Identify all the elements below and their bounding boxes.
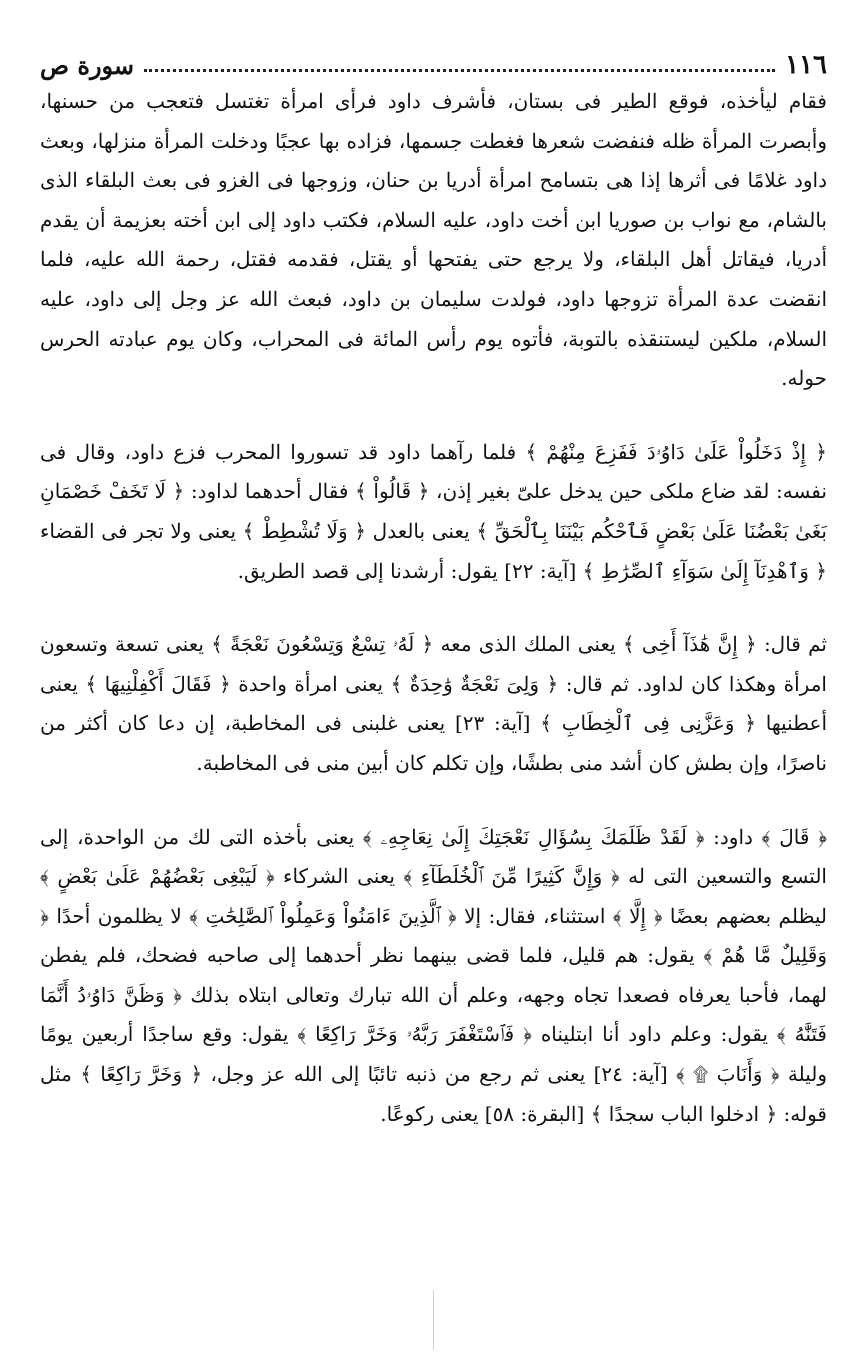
paragraph-1: فقام ليأخذه، فوقع الطير فى بستان، فأشرف داود فرأى امرأة تغتسل فتعجب من حسنها، وأبصرت المرأة ظله فنفضت شعرها فغطت جسمها، فزاده بها عجبًا ودخلت المرأة منزلها، وبعث داود غلامًا فى أثرها إذا هى بتسامح امرأة أدريا بن حنان، وزوجها فى الغزو فى بعث البلقاء الذى بالشام، مع نواب بن صوريا ابن أخت داود، عليه السلام، فكتب داود إلى ابن أخته بعزيمة أن يقدم أدريا، فيقاتل أهل البلقاء، ولا يرجع حتى يفتحها أو يقتل، فقدمه فقتل، رحمة الله عليه، فلما انقضت عدة المرأة تزوجها داود، فولدت سليمان بن داود، فبعث الله عز وجل إلى داود، عليه السلام، ملكين ليستنقذه بالتوبة، فأتوه يوم رأس المائة فى المحراب، وكان يوم عبادته الحرس حوله. [40, 89, 827, 391]
surah-title: سورة ص [40, 51, 135, 80]
paragraph-gap [40, 784, 827, 818]
page-gutter-line [433, 1290, 434, 1350]
paragraph-gap [40, 399, 827, 433]
header-dotted-leader [144, 69, 775, 72]
page-number: ١١٦ [785, 50, 827, 80]
paragraph-4: ﴿ قَالَ ﴾ داود: ﴿ لَقَدْ ظَلَمَكَ بِسُؤَالِ نَعْجَتِكَ إِلَىٰ نِعَاجِهِۦ ﴾ يعنى بأخذه التى لك من الواحدة، إلى التسع والتسعين التى له ﴿ وَإِنَّ كَثِيرًا مِّنَ ٱلْخُلَطَآءِ ﴾ يعنى الشركاء ﴿ لَيَبْغِى بَعْضُهُمْ عَلَىٰ بَعْضٍ ﴾ ليظلم بعضهم بعضًا ﴿ إِلَّا ﴾ استثناء، فقال: إلا ﴿ ٱلَّذِينَ ءَامَنُواْ وَعَمِلُواْ ٱلصَّٰلِحَٰتِ ﴾ لا يظلمون أحدًا ﴿ وَقَلِيلٌ مَّا هُمْ ﴾ يقول: هم قليل، فلما قضى بينهما نظر أحدهما إلى صاحبه فضحك، فلم يفطن لهما، فأحبا يعرفاه فصعدا تجاه وجهه، وعلم أن الله تبارك وتعالى ابتلاه بذلك ﴿ وَظَنَّ دَاوُۥدُ أَنَّمَا فَتَنَّٰهُ ﴾ يقول: وعلم داود أنا ابتليناه ﴿ فَٱسْتَغْفَرَ رَبَّهُۥ وَخَرَّ رَاكِعًا ﴾ يقول: وقع ساجدًا أربعين يومًا وليلة ﴿ وَأَنَابَ ۩ ﴾ [آية: ٢٤] يعنى ثم رجع من ذنبه تائبًا إلى الله عز وجل، ﴿ وَخَرَّ رَاكِعًا ﴾ مثل قوله: ﴿ ادخلوا الباب سجدًا ﴾ [البقرة: ٥٨] يعنى ركوعًا. [40, 824, 827, 1126]
paragraph-3: ثم قال: ﴿ إِنَّ هَٰذَآ أَخِى ﴾ يعنى الملك الذى معه ﴿ لَهُۥ تِسْعٌ وَتِسْعُونَ نَعْجَةً ﴾ يعنى تسعة وتسعون امرأة وهكذا كان لداود. ثم قال: ﴿ وَلِىَ نَعْجَةٌ وَٰحِدَةٌ ﴾ يعنى امرأة واحدة ﴿ فَقَالَ أَكْفِلْنِيهَا ﴾ يعنى أعطنيها ﴿ وَعَزَّنِى فِى ٱلْخِطَابِ ﴾ [آية: ٢٣] يعنى غلبنى فى المخاطبة، إن دعا كان أكثر من ناصرًا، وإن بطش كان أشد منى بطشًا، وإن تكلم كان أبين منى فى المخاطبة. [40, 632, 828, 775]
running-header [40, 30, 827, 78]
paragraph-2: ﴿ إِذْ دَخَلُواْ عَلَىٰ دَاوُۥدَ فَفَزِعَ مِنْهُمْ ﴾ فلما رآهما داود قد تسوروا المحرب فزع داود، وقال فى نفسه: لقد ضاع ملكى حين يدخل علىّ بغير إذن، ﴿ قَالُواْ ﴾ فقال أحدهما لداود: ﴿ لَا تَخَفْ خَصْمَانِ بَغَىٰ بَعْضُنَا عَلَىٰ بَعْضٍ فَٱحْكُم بَيْنَنَا بِٱلْحَقِّ ﴾ يعنى بالعدل ﴿ وَلَا تُشْطِطْ ﴾ يعنى ولا تجر فى القضاء ﴿ وَٱهْدِنَآ إِلَىٰ سَوَآءِ ٱلصِّرَٰطِ ﴾ [آية: ٢٢] يقول: أرشدنا إلى قصد الطريق. [40, 439, 827, 583]
paragraph-gap [40, 591, 827, 625]
